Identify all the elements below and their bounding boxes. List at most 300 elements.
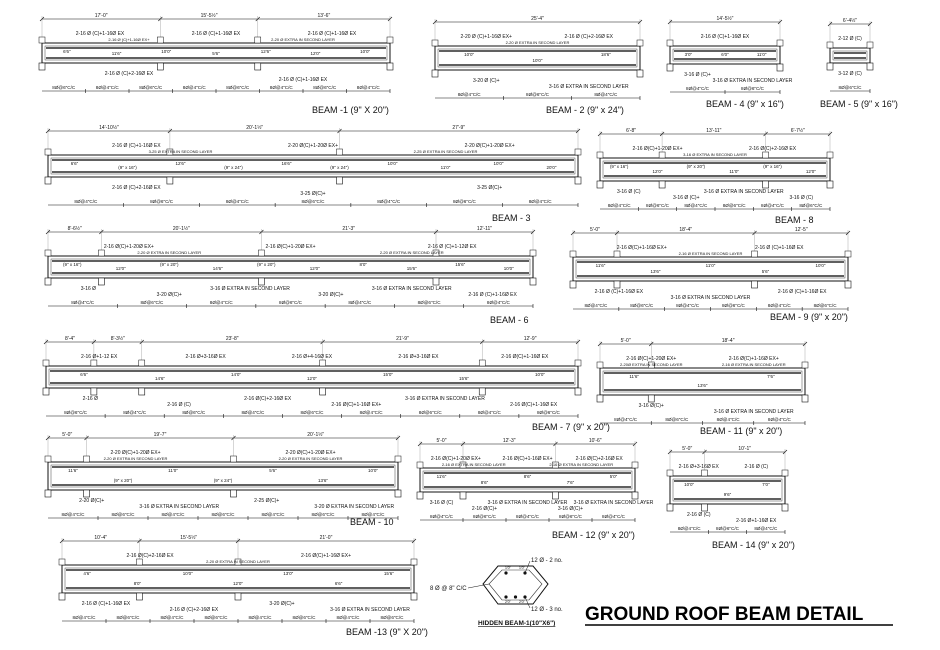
top-bar-label: 2-12 Ø (C) (838, 36, 862, 42)
column-support-top (387, 37, 393, 43)
stirrup-label: 8Ø@4"C/C (602, 514, 625, 519)
top-note-label: 3-16 Ø EXTRA IN SECOND LAYER (683, 152, 747, 157)
stirrup-label: 8Ø@6"C/C (300, 410, 324, 415)
bar-length-label: (9" x 16") (118, 165, 137, 170)
column-support (432, 70, 438, 77)
bar-length-label: 10'0" (503, 266, 514, 271)
column-support (632, 492, 638, 499)
top-bar-label: 2-16 Ø(C)+1-16Ø EX (501, 354, 549, 360)
bar-length-label: 13'0" (283, 571, 294, 576)
bar-length-label: 13'6" (697, 383, 708, 388)
column-support (59, 593, 65, 600)
bar-length-label: 6'0" (721, 52, 729, 57)
bottom-bar-label: 2-16 Ø (C) (686, 512, 711, 518)
beam-b5 (820, 17, 898, 109)
column-support (167, 177, 173, 184)
bar-length-label: 5'6" (212, 51, 220, 56)
bottom-bar-label: 3-16 Ø EXTRA IN SECOND LAYER (487, 500, 568, 506)
stirrup-label: 8Ø@4"C/C (74, 199, 98, 204)
bar-length-label: 20'0" (546, 165, 557, 170)
bottom-bar-label: 3-16 Ø(C)+ (638, 403, 664, 409)
top-note-label: 2-20 Ø EXTRA IN SECOND LAYER (103, 456, 168, 461)
column-support-top (702, 470, 708, 476)
beam-outline (573, 257, 848, 281)
column-support (552, 492, 558, 499)
column-support-top (667, 470, 673, 476)
stirrup-label: 8Ø@4"C/C (607, 203, 631, 208)
beam-outline (62, 565, 414, 593)
stirrup-label: 8Ø@4"C/C (361, 512, 385, 517)
inner-dim: 2'0" (505, 600, 511, 604)
column-support-top (752, 251, 758, 257)
span-dimension: 10'-4" (94, 535, 108, 541)
bar-length-label: (9" x 20") (686, 164, 706, 169)
span-dimension: 12'-11" (476, 226, 493, 232)
stirrup-label: 8Ø@4"C/C (71, 300, 95, 305)
top-bar-label: 2-16 Ø(C)+1-16Ø EX+ (728, 356, 779, 362)
column-support (45, 490, 51, 497)
top-bar-label: 2-16 Ø(C)+1-20Ø EX+ (103, 244, 154, 250)
top-bar-label: 2-16 Ø(C)+2-16Ø EX (748, 146, 797, 152)
stirrup-label: 8Ø@4"C/C (61, 512, 85, 517)
stirrup-label: 8Ø@4"C/C (676, 303, 700, 308)
span-dimension: 12'-5" (794, 227, 808, 233)
top-bar-label: 2-16 Ø(C)+1-20Ø EX+ (626, 356, 677, 362)
column-support-top (432, 40, 438, 46)
top-bar-label: 2-20 Ø(C)+1-20Ø EX+ (110, 450, 161, 456)
bar-length-label: 10'0" (368, 468, 378, 473)
inner-dim: 1'0" (519, 566, 525, 570)
top-note-label: 2-16 Ø (C)+1-16Ø EX+ (108, 37, 150, 42)
column-support-top (667, 40, 673, 46)
span-dimension: 12'-9" (523, 336, 537, 342)
column-support-top (139, 360, 145, 366)
bar-length-label: 16'6" (281, 161, 292, 166)
bottom-bar-label: 3-20 Ø(C)+ (156, 292, 182, 298)
top-bar-label: 2-16 Ø (C)+1-16Ø EX (700, 34, 750, 40)
column-support-top (575, 149, 581, 155)
column-support (136, 593, 142, 600)
bottom-bar-label: 3-16 Ø (C) (789, 195, 814, 201)
stirrup-label: 8Ø@4"C/C (160, 615, 184, 620)
top-bar-label: 2-16 Ø(C)+1-20Ø EX+ (265, 244, 316, 250)
stirrup-label: 8Ø@6"C/C (716, 526, 739, 531)
bar-length-label: 6'6" (334, 581, 343, 586)
span-dimension: 25'-4" (531, 16, 544, 22)
column-support (98, 278, 104, 285)
bar-length-label: 15'6" (406, 266, 417, 271)
span-dimension: 5'-0" (62, 432, 73, 438)
top-bar-label: 2-16 Ø (C)+1-12Ø EX (427, 244, 477, 250)
beam-cover-line (65, 568, 411, 590)
stirrup-label: 8Ø@4"C/C (72, 615, 96, 620)
bar-length-label: 13'6" (318, 478, 328, 483)
beam-b10 (45, 431, 401, 527)
beam-title: BEAM - 11 (9" x 20") (700, 426, 783, 436)
bar-length-label: 7'0" (762, 482, 770, 487)
bottom-bar-label: 3-16 Ø EXTRA IN SECOND LAYER (713, 409, 794, 415)
span-dimension: 6'-4½" (842, 18, 858, 24)
hidden-beam-top-label: 12 Ø - 2 no. (531, 558, 563, 564)
bar-length-label: 11'6" (436, 474, 447, 479)
column-support (827, 181, 833, 188)
stirrup-label: 8Ø@4"C/C (182, 85, 206, 90)
beam-outline (420, 468, 635, 492)
column-support-top (59, 559, 65, 565)
span-dimension: 18'-4" (679, 227, 693, 233)
bar-length-label: 15'6" (459, 376, 469, 381)
column-support-top (43, 360, 49, 366)
column-support-top (45, 149, 51, 155)
stirrup-label: 8Ø@6"C/C (452, 199, 476, 204)
top-note-label: 2-20 Ø EXTRA IN SECOND LAYER (278, 456, 343, 461)
stirrup-label: 8Ø@6"C/C (630, 303, 654, 308)
top-bar-label: 2-16 Ø (C)+1-16Ø EX (755, 245, 804, 251)
column-support-top (827, 42, 833, 48)
stirrup-label: 8Ø@4"C/C (528, 199, 552, 204)
stirrup-label: 8Ø@4"C/C (161, 512, 185, 517)
bar-length-label: 10'0" (464, 52, 475, 57)
span-dimension: 14'-10½" (99, 125, 119, 131)
bottom-bar-label: 2-16 Ø (C)+1-16Ø EX (278, 77, 328, 83)
span-dimension: 13'-6" (317, 13, 331, 19)
bar-length-label: 10'0" (182, 571, 193, 576)
column-support (320, 388, 326, 395)
bar-length-label: 10'0" (815, 263, 826, 268)
column-support-top (98, 250, 104, 256)
column-support (637, 70, 643, 77)
stirrup-label: 8Ø@6"C/C (418, 410, 442, 415)
stirrup-label: 8Ø@6"C/C (722, 203, 746, 208)
beam-title: BEAM - 10 (350, 517, 394, 527)
top-bar-label: 2-16 Ø(C)+1-16Ø EX+ (502, 456, 553, 462)
beam-outline (830, 48, 870, 63)
column-support (777, 64, 783, 71)
beam-title: BEAM - 3 (492, 213, 531, 223)
stirrup-label: 8Ø@6"C/C (182, 410, 206, 415)
column-support (752, 281, 758, 288)
stirrup-label: 8Ø@6"C/C (111, 512, 135, 517)
span-dimension: 8'-3½" (110, 336, 125, 342)
bottom-bar-label: 3-16 Ø EXTRA IN SECOND LAYER (573, 500, 654, 506)
stirrup-label: 8Ø@4"C/C (516, 514, 539, 519)
span-dimension: 20'-1½" (246, 125, 264, 131)
bar-length-label: 5'0" (609, 474, 618, 479)
bar-length-label: 5'6" (761, 269, 770, 274)
span-dimension: 15'-5½" (180, 535, 198, 541)
bottom-bar-label: 2-16 Ø(C)+2-16Ø EX (244, 396, 292, 402)
beam-title: BEAM - 8 (775, 215, 814, 225)
stirrup-label: 8Ø@6"C/C (417, 300, 441, 305)
column-support (139, 388, 145, 395)
stirrup-label: 8Ø@6"C/C (292, 615, 316, 620)
column-support-top (39, 37, 45, 43)
column-support-top (659, 152, 665, 158)
bottom-bar-label: 2-20 Ø(C)+ (79, 498, 105, 504)
column-support (667, 504, 673, 511)
column-support (570, 281, 576, 288)
column-support-top (337, 149, 343, 155)
span-dimension: 8'-6½" (67, 226, 82, 232)
beam-b4 (667, 15, 793, 109)
beam-b12 (417, 438, 654, 540)
bar-length-label: 6'6" (70, 161, 79, 166)
top-bar-label: 2-20 Ø(C)+1-20Ø EX+ (285, 450, 336, 456)
column-support-top (614, 251, 620, 257)
bottom-bar-label: 3-16 Ø EXTRA IN SECOND LAYER (139, 504, 220, 510)
bottom-bar-label: 2-16 Ø (C)+2-16Ø EX (104, 71, 154, 77)
beam-title: BEAM -1 (9" X 20") (312, 105, 389, 115)
bar-length-label: 10'0" (360, 49, 371, 54)
bottom-bar-label: 2-16 Ø (C) (167, 402, 191, 408)
stirrup-label: 8Ø@6"C/C (721, 303, 745, 308)
column-support-top (597, 362, 603, 368)
bottom-bar-dot (504, 595, 507, 598)
column-support (45, 278, 51, 285)
top-bar-label: 2-16 Ø(C)+2-16Ø EX (126, 553, 174, 559)
bar-length-label: (9" x 20") (257, 262, 276, 267)
top-bar-label: 2-16 Ø (C)+1-16Ø EX (307, 31, 357, 37)
bar-length-label: (9" x 16") (763, 164, 782, 169)
span-dimension: 5'-0" (620, 338, 631, 344)
bottom-bar-label: 3-16 Ø EXTRA IN SECOND LAYER (703, 189, 784, 195)
sheet-title: GROUND ROOF BEAM DETAIL (585, 604, 864, 625)
column-support (91, 388, 97, 395)
bar-length-label: 7'6" (566, 480, 575, 485)
column-support-top (632, 462, 638, 468)
column-support-top (411, 559, 417, 565)
column-support-top (530, 250, 536, 256)
stirrup-label: 8Ø@6"C/C (313, 85, 337, 90)
bar-length-label: 8'0" (359, 262, 367, 267)
inner-dim: 2'0" (519, 600, 525, 604)
bottom-bar-label: 3-20 Ø(C)+ (269, 601, 295, 607)
bottom-bar-label: 3-16 Ø EXTRA IN SECOND LAYER (670, 295, 751, 301)
column-support (667, 64, 673, 71)
span-dimension: 18'-4" (721, 338, 735, 344)
bar-length-label: 10'0" (387, 161, 398, 166)
column-support-top (570, 251, 576, 257)
stirrup-label: 8Ø@4"C/C (457, 92, 481, 97)
stirrup-label: 8Ø@4"C/C (209, 300, 233, 305)
bar-length-label: 11'0" (705, 263, 716, 268)
beam-cover-line (833, 51, 867, 60)
beam-b9 (570, 227, 851, 322)
beam-b7 (43, 335, 610, 432)
column-support-top (45, 250, 51, 256)
bar-length-label: 8'0" (133, 581, 142, 586)
stirrup-label: 8Ø@6"C/C (226, 85, 250, 90)
span-dimension: 5'-0" (436, 438, 447, 444)
column-support-top (320, 360, 326, 366)
top-bar-label: 2-16 Ø+4-16Ø EX (291, 354, 333, 360)
bar-length-label: 10'0" (684, 482, 695, 487)
top-note-label: 2-16 Ø EXTRA IN SECOND LAYER (721, 362, 786, 367)
span-dimension: 5'-0" (590, 227, 600, 233)
top-bar-label: 2-16 Ø(C)+1-16Ø EX+ (616, 245, 667, 251)
top-note-label: 2-20 Ø EXTRA IN SECOND LAYER (271, 37, 335, 42)
bar-length-label: 15'6" (455, 262, 466, 267)
column-support (802, 395, 808, 402)
bar-length-label: 14'0" (231, 372, 241, 377)
top-bar-label: 2-20 Ø (C)+1-16Ø EX+ (460, 34, 512, 40)
bottom-bar-label: 3-16 Ø (C)+ (672, 195, 700, 201)
span-dimension: 21'-9" (396, 336, 409, 342)
bar-length-label: 18'6" (600, 52, 611, 57)
stirrup-label: 8Ø@4"C/C (356, 85, 380, 90)
stirrup-label: 8Ø@4"C/C (584, 303, 608, 308)
column-support-top (417, 462, 423, 468)
column-support-top (763, 152, 769, 158)
column-support (433, 278, 439, 285)
beam-title: BEAM - 6 (490, 315, 529, 325)
bottom-bar-label: 3-16 Ø EXTRA IN SECOND LAYER (405, 396, 485, 402)
top-note-label: 2-16 Ø EXTRA IN SECOND LAYER (441, 462, 506, 467)
beam-b8 (597, 127, 833, 225)
beam-outline (600, 368, 805, 395)
bottom-bar-label: 2-16 Ø (C)+1-16Ø EX (594, 289, 644, 295)
top-bar-label: 2-16 Ø+3-16Ø EX (185, 354, 226, 360)
beam-b6 (45, 225, 536, 325)
top-bar-label: 2-16 Ø+3-16Ø EX (398, 354, 439, 360)
bottom-bar-label: 2-16 Ø (C)+1-16Ø EX (468, 292, 517, 298)
bottom-bar-label: 2-16 Ø (C)+1-16Ø EX (777, 289, 827, 295)
bottom-bar-label: 3-16 Ø (C) (616, 189, 641, 195)
span-dimension: 15'-5½" (200, 13, 218, 19)
top-bar-label: 2-16 Ø+3-16Ø EX (678, 464, 719, 470)
column-support-top (157, 37, 163, 43)
stirrup-label: 8Ø@4"C/C (754, 526, 778, 531)
span-dimension: 5'-0" (682, 446, 693, 452)
column-support (43, 388, 49, 395)
column-support (157, 63, 163, 70)
beam-b14 (667, 446, 795, 550)
bottom-bar-label: 2-16 Ø(C)+1-16Ø EX+ (331, 402, 382, 408)
column-support (395, 490, 401, 497)
stirrup-label: 8Ø@4"C/C (123, 410, 147, 415)
bar-length-label: 11'6" (111, 51, 122, 56)
hidden-beam-bottom-label: 12 Ø - 3 no. (531, 607, 563, 613)
column-support (258, 278, 264, 285)
bottom-bar-label: 3-20 Ø(C)+ (318, 292, 344, 298)
column-support (530, 278, 536, 285)
span-dimension: 20'-1½" (172, 226, 190, 232)
beam-title: BEAM - 12 (9" x 20") (552, 530, 635, 540)
stirrup-label: 8Ø@6"C/C (380, 615, 404, 620)
bar-length-label: 12'6" (260, 49, 271, 54)
bar-length-label: 12'0" (309, 266, 320, 271)
top-bar-label: 2-16 Ø (C)+1-16Ø EX (191, 31, 241, 37)
bar-length-label: (9" x 16") (63, 262, 82, 267)
stirrup-label: 8Ø@6"C/C (301, 199, 325, 204)
bar-length-label: 14'6" (212, 266, 223, 271)
bottom-bar-label: 3-16 Ø (80, 286, 97, 292)
column-support (827, 63, 833, 70)
bottom-bar-label: 3-12 Ø (C) (838, 71, 862, 77)
top-bar-label: 2-16 Ø (C)+1-16Ø EX (112, 143, 161, 149)
bar-length-label: 12'0" (307, 376, 317, 381)
column-support (782, 504, 788, 511)
stirrup-label: 8Ø@4"C/C (677, 526, 701, 531)
bar-length-label: 11'0" (729, 169, 739, 174)
span-dimension: 19'-7" (153, 432, 167, 438)
beam-b11 (597, 338, 808, 436)
bottom-bar-label: 2-16 Ø+1-16Ø EX (736, 518, 777, 524)
stirrup-label: 8Ø@4"C/C (95, 85, 119, 90)
bar-length-label: 12'0" (310, 51, 321, 56)
top-note-label: 2-20 Ø EXTRA IN SECOND LAYER (206, 559, 270, 564)
column-support (255, 63, 261, 70)
column-support-top (867, 42, 873, 48)
stirrup-label: 8Ø@6"C/C (279, 300, 302, 305)
bar-length-label: 12'0" (652, 169, 663, 174)
span-dimension: 8'-4" (64, 336, 75, 342)
stirrup-label: 8Ø@6"C/C (64, 410, 88, 415)
top-note-label: 2-16 Ø EXTRA IN SECOND LAYER (549, 462, 614, 467)
column-support (39, 63, 45, 70)
stirrup-label: 8Ø@4"C/C (261, 512, 285, 517)
top-note-label: 2-16 Ø EXTRA IN SECOND LAYER (678, 251, 743, 256)
span-dimension: 6'-8" (626, 128, 637, 134)
column-support-top (136, 559, 142, 565)
stirrup-label: 8Ø@4"C/C (359, 410, 383, 415)
beam-title: BEAM - 14 (9" x 20") (712, 540, 795, 550)
stirrup-label: 8Ø@4"C/C (430, 514, 453, 519)
stirrup-label: 8Ø@4"C/C (377, 199, 401, 204)
column-support (479, 388, 485, 395)
column-support-top (637, 40, 643, 46)
top-bar-label: 2-16 Ø(C)+1-20Ø EX+ (632, 146, 683, 152)
bottom-bar-label: 2-16 Ø(C)+1-16Ø EX (510, 402, 558, 408)
stirrup-label: 8Ø@6"C/C (311, 512, 335, 517)
column-support-top (395, 456, 401, 462)
stirrup-label: 8Ø@4"C/C (686, 86, 709, 91)
beam-b1 (39, 12, 393, 115)
column-support-top (777, 40, 783, 46)
beam-title: BEAM - 2 (9" x 24") (546, 105, 624, 115)
bottom-bar-label: 3-20 Ø (C)+ (472, 78, 500, 84)
hidden-beam-section (430, 558, 563, 627)
column-support (417, 492, 423, 499)
span-dimension: 21'-3" (342, 226, 356, 232)
stirrup-label: 8Ø@4"C/C (684, 203, 708, 208)
beam-outline (670, 476, 785, 504)
column-support (614, 281, 620, 288)
top-bar-dot (504, 571, 507, 574)
bar-length-label: (9" x 20") (113, 478, 133, 483)
column-support (235, 593, 241, 600)
bar-length-label: 12'6" (175, 161, 186, 166)
column-support-top (802, 362, 808, 368)
top-bar-label: 2-16 Ø (C)+2-16Ø EX (564, 34, 613, 40)
column-support (460, 492, 466, 499)
column-support-top (231, 456, 237, 462)
stirrup-label: 8Ø@4"C/C (225, 199, 249, 204)
stirrup-label: 8Ø@4"C/C (241, 410, 265, 415)
stirrup-label: 8Ø@4"C/C (761, 203, 784, 208)
inner-dim: 1'0" (505, 566, 511, 570)
column-support-top (575, 360, 581, 366)
bottom-bar-label: 3-16 Ø (C)+ (684, 72, 711, 78)
stirrup-label: 8Ø@4"C/C (486, 300, 510, 305)
bar-length-label: 14'6" (155, 376, 165, 381)
top-bar-label: 2-16 Ø(C)+1-16Ø EX+ (300, 553, 352, 559)
top-bar-label: 2-20 Ø(C)+1-20Ø EX+ (287, 143, 339, 149)
span-dimension: 13'-11" (706, 128, 722, 134)
stirrup-label: 8Ø@4"C/C (614, 417, 638, 422)
bar-length-label: 11'0" (756, 52, 767, 57)
span-dimension: 14'-5½" (716, 16, 734, 22)
